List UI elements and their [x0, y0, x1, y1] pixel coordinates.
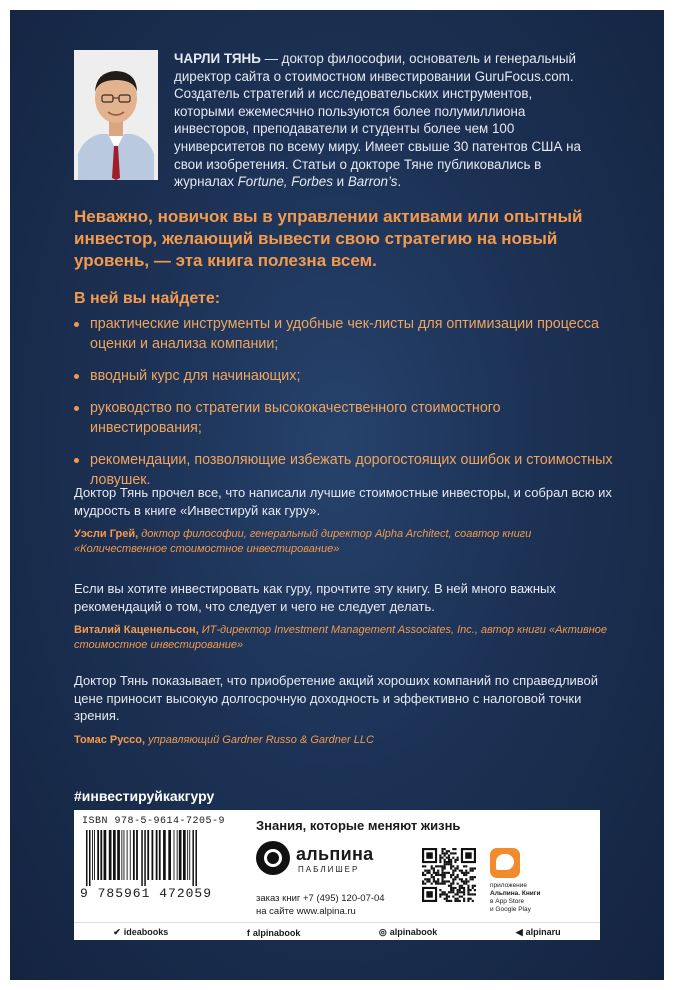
telegram-icon: ◀ [515, 927, 523, 937]
review-text: Доктор Тянь прочел все, что написали лучшие стоимостные инвесторы, и собрал всю их мудрость в книге «Инвестируй как гуру». [74, 485, 612, 518]
qr-code-icon [422, 848, 476, 902]
review-1 [74, 484, 614, 557]
list-item: рекомендации, позволяющие избежать дорогостоящих ошибок и стоимостных ловушек. [74, 450, 614, 490]
author-bio-end: . [397, 174, 402, 190]
bullet-icon [74, 374, 79, 379]
isbn-label: ISBN 978-5-9614-7205-9 [82, 816, 226, 827]
publisher-subtitle: ПАБЛИШЕР [298, 865, 360, 874]
bullet-icon [74, 322, 79, 327]
author-bio-text: — доктор философии, основатель и генеральный директор сайта о стоимостном инвестировании GuruFocus.com. Создатель стратегий и исследовательских инструментов, которыми ежемесячно пользуются более полумиллиона инвесторов, преподаватели и студенты более чем 100 университетов по всему миру. Имеет свыше 30 патентов США на свои изобретения. Статьи о докторе Тяне публиковались в журналах [174, 51, 581, 190]
bullet-icon [74, 458, 79, 463]
publisher-name: альпина [296, 844, 374, 864]
vk-icon: ✔ [113, 927, 121, 937]
app-info: приложение Альпина. Книги в App Store и Google Play [490, 882, 541, 913]
author-name: ЧАРЛИ ТЯНЬ [174, 51, 261, 66]
instagram-icon: ◎ [378, 927, 387, 937]
author-bio [174, 50, 594, 191]
info-panel [74, 810, 600, 940]
publisher-slogan: Знания, которые меняют жизнь [256, 818, 461, 833]
bullet-icon [74, 406, 79, 411]
author-photo [74, 50, 158, 180]
author-publication-last: Barron’s [347, 174, 398, 190]
features-list [74, 304, 614, 490]
facebook-icon: f [246, 927, 250, 938]
app-icon [490, 848, 520, 878]
features-heading: В ней вы найдете: [74, 290, 221, 307]
social-telegram[interactable]: ◀ alpinaru [515, 927, 561, 937]
book-back-cover [10, 10, 664, 980]
review-text: Доктор Тянь показывает, что приобретение акций хороших компаний по справедливой цене приносит высокую долгосрочную доходность и эффективно с налоговой точки зрения. [74, 673, 599, 723]
order-phone: заказ книг +7 (495) 120-07-04 [256, 893, 385, 904]
social-vk[interactable]: ✔ ideabooks [113, 927, 169, 937]
list-item: практические инструменты и удобные чек-листы для оптимизации процесса оценки и анализа компании; [74, 314, 614, 354]
hashtag: #инвестируйкакгуру [74, 788, 215, 804]
review-2 [74, 580, 614, 653]
social-instagram[interactable]: ◎ alpinabook [378, 927, 438, 937]
review-author: Уэсли Грей, доктор философии, генеральный директор Alpha Architect, соавтор книги «Количественное стоимостное инвестирование» [74, 528, 532, 555]
headline: Неважно, новичок вы в управлении активами или опытный инвестор, желающий вывести свою стратегию на новый уровень, — эта книга полезна всем. [74, 207, 583, 270]
list-item: вводный курс для начинающих; [74, 366, 614, 386]
barcode [84, 830, 234, 886]
alpina-logo-icon [256, 841, 290, 875]
order-site: на сайте www.alpina.ru [256, 906, 356, 917]
order-info [256, 892, 385, 918]
review-text: Если вы хотите инвестировать как гуру, прочтите эту книгу. В ней много важных рекомендаций о том, что следует и чего не следует делать. [74, 581, 556, 614]
review-author: Виталий Каценельсон, ИТ-директор Investment Management Associates, Inc., автор книги «Активное стоимостное инвестирование» [74, 624, 608, 651]
social-facebook[interactable]: f alpinabook [246, 927, 301, 938]
isbn-digits: 9 785961 472059 [80, 886, 213, 901]
author-and: и [332, 174, 348, 190]
author-publications: Fortune, Forbes [237, 174, 333, 190]
review-author: Томас Руссо, управляющий Gardner Russo & Gardner LLC [74, 733, 374, 746]
list-item: руководство по стратегии высококачественного стоимостного инвестирования; [74, 398, 614, 438]
review-3 [74, 672, 614, 748]
social-links [74, 922, 600, 938]
